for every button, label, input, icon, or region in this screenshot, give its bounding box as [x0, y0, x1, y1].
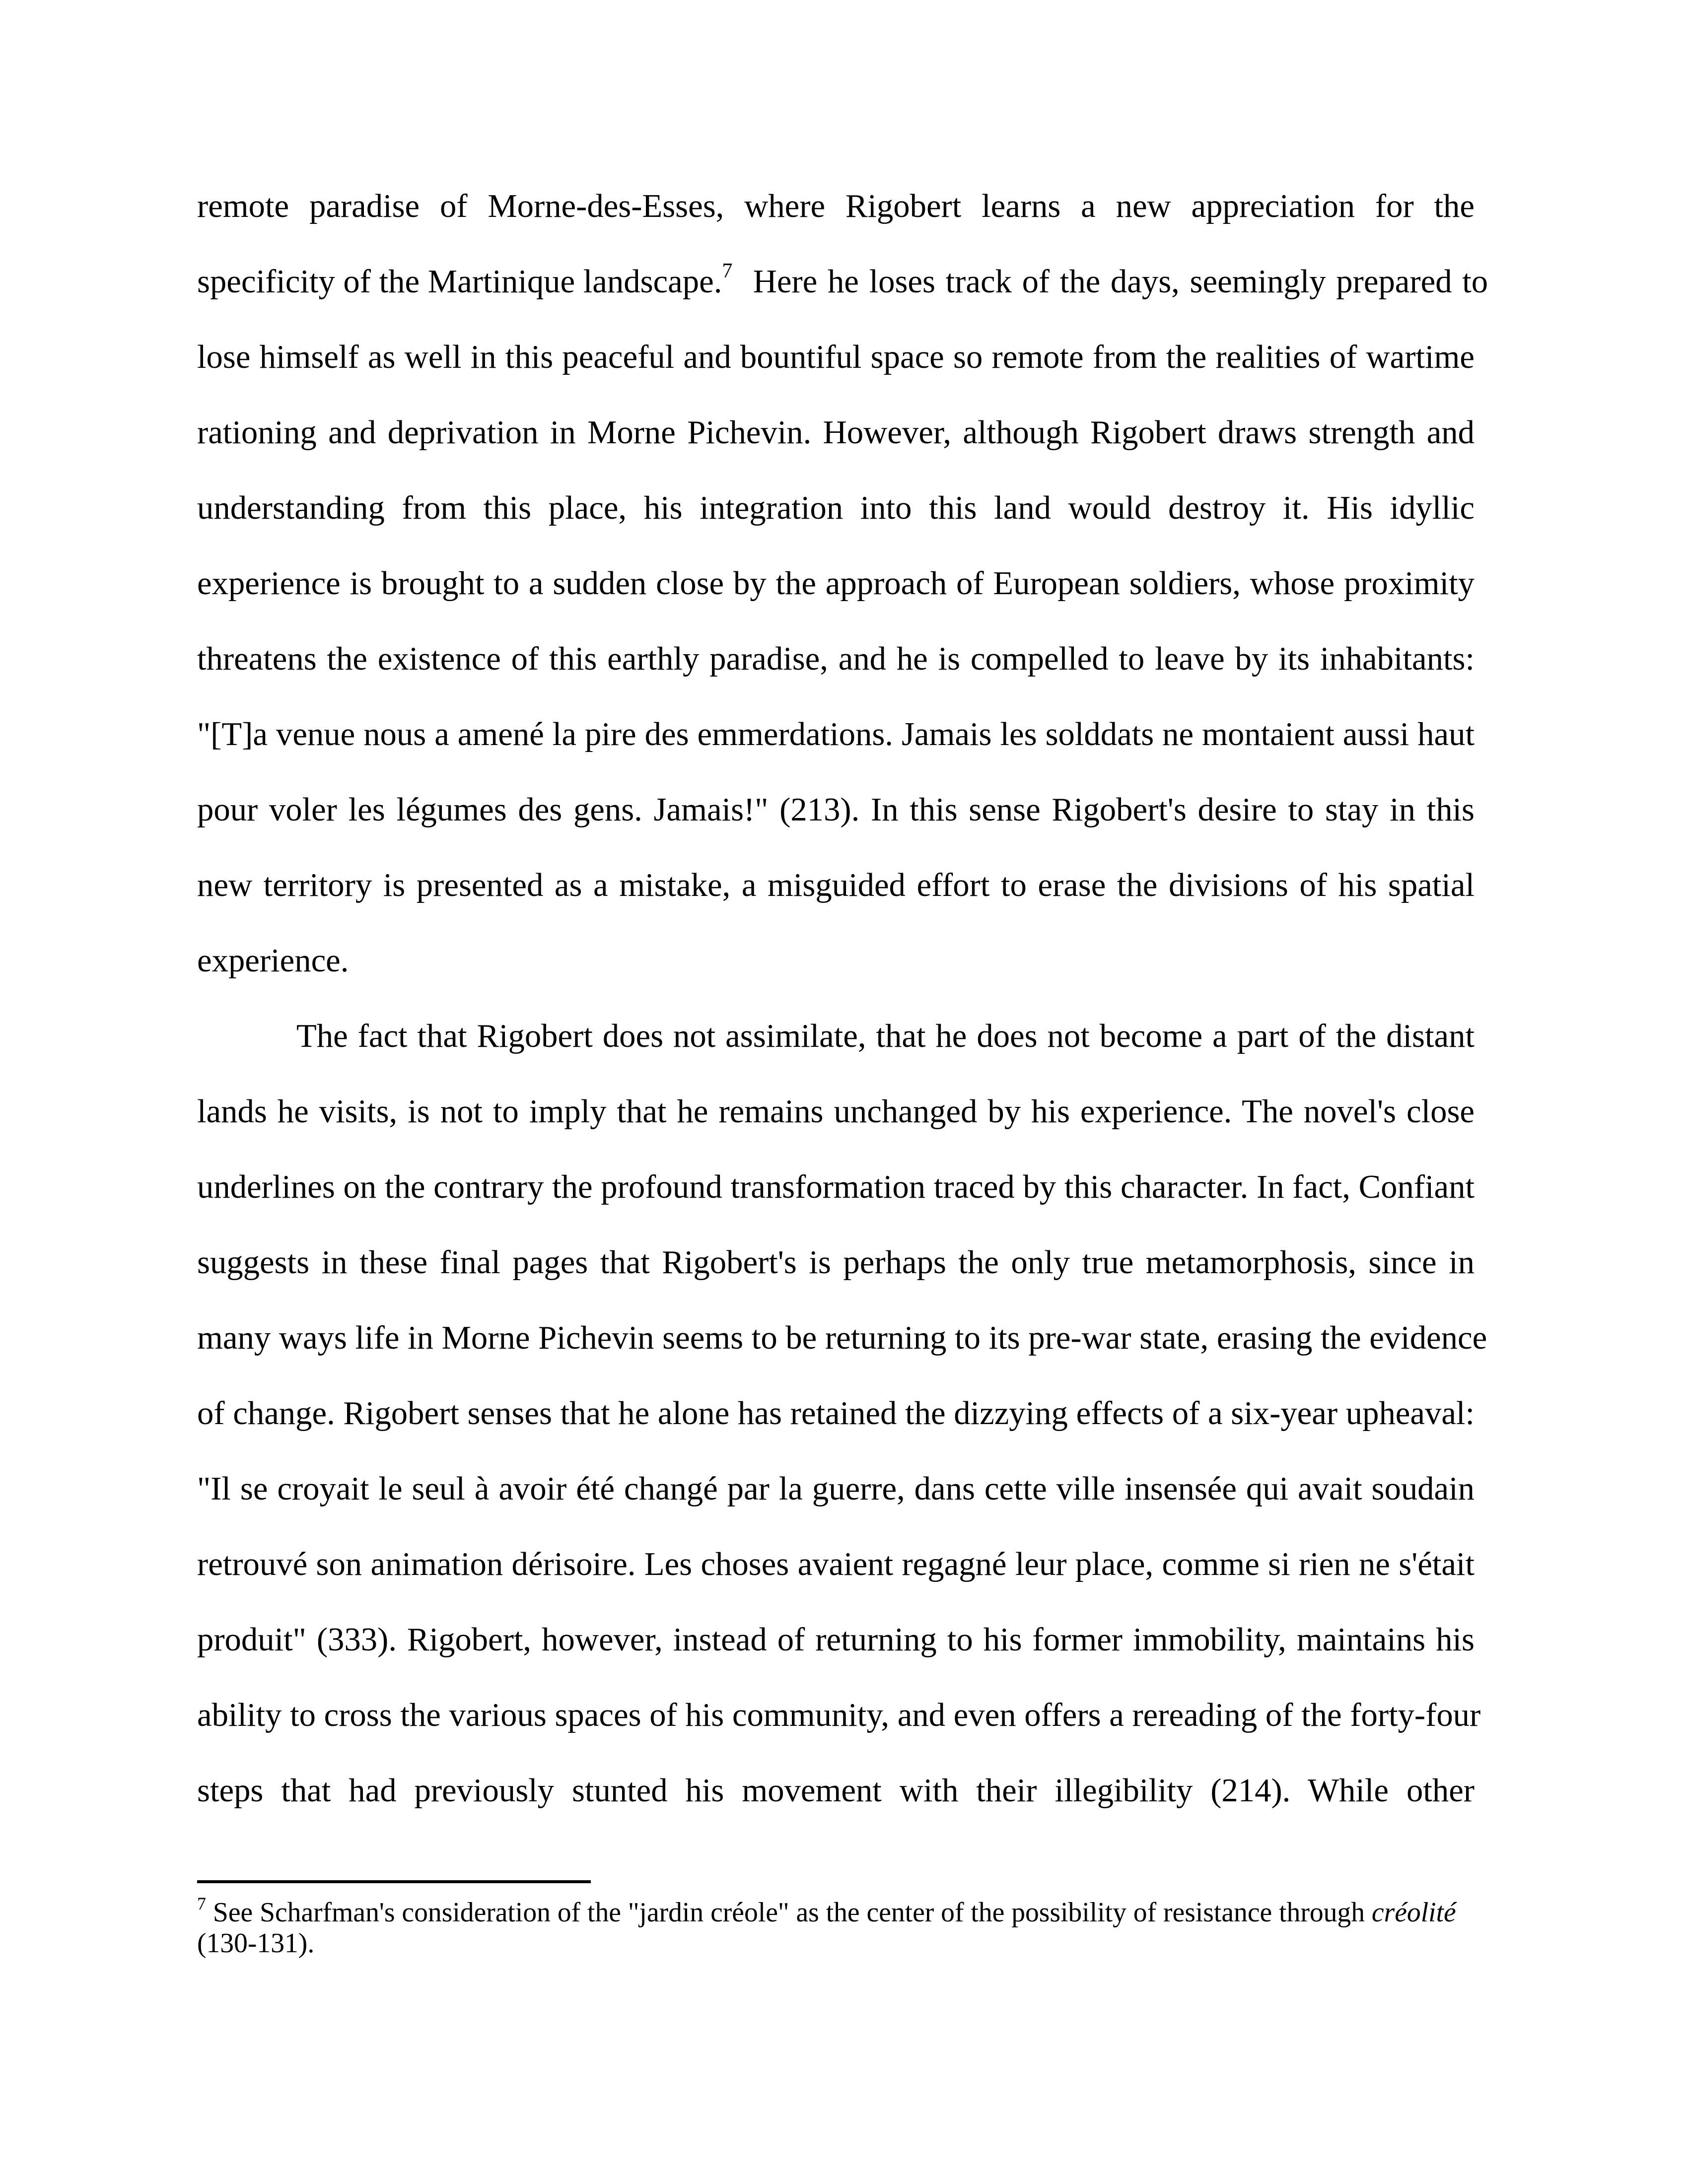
text-line: experience is brought to a sudden close by the approach of European soldiers, whose proximity	[197, 565, 1475, 602]
text-line: underlines on the contrary the profound transformation traced by this character. In fact, Confiant	[197, 1169, 1475, 1205]
footnote-marker: 7	[197, 1894, 206, 1913]
text-line: understanding from this place, his integration into this land would destroy it. His idyllic	[197, 490, 1475, 526]
text-line: lands he visits, is not to imply that he remains unchanged by his experience. The novel's close	[197, 1093, 1475, 1130]
footnote	[197, 1894, 1475, 1959]
text-line: many ways life in Morne Pichevin seems to be returning to its pre-war state, erasing the evidence	[197, 1320, 1487, 1356]
text-line: remote paradise of Morne-des-Esses, where Rigobert learns a new appreciation for the	[197, 188, 1475, 224]
text-line: The fact that Rigobert does not assimilate, that he does not become a part of the distant	[296, 1018, 1475, 1054]
text-line: suggests in these final pages that Rigobert's is perhaps the only true metamorphosis, since in	[197, 1244, 1475, 1281]
body-text	[197, 169, 1488, 1829]
text-line: pour voler les légumes des gens. Jamais!" (213). In this sense Rigobert's desire to stay in this	[197, 792, 1475, 828]
text-line: experience.	[197, 943, 349, 979]
footnote-ref[interactable]: 7	[722, 260, 733, 282]
footnote-italic: créolité	[1371, 1897, 1456, 1928]
text-line	[197, 244, 1488, 320]
text-line: new territory is presented as a mistake, a misguided effort to erase the divisions of his spatial	[197, 867, 1475, 903]
text-line: ability to cross the various spaces of his community, and even offers a rereading of the forty-four	[197, 1697, 1481, 1733]
text-line: lose himself as well in this peaceful and bountiful space so remote from the realities of wartime	[197, 339, 1475, 375]
text-line: produit" (333). Rigobert, however, instead of returning to his former immobility, maintains his	[197, 1622, 1475, 1658]
text-line: steps that had previously stunted his movement with their illegibility (214). While other	[197, 1773, 1475, 1809]
footnote-continuation: (130-131).	[197, 1928, 315, 1959]
text-line: of change. Rigobert senses that he alone has retained the dizzying effects of a six-year upheaval:	[197, 1395, 1475, 1432]
footnote-separator	[197, 1880, 591, 1883]
text-line: "Il se croyait le seul à avoir été changé par la guerre, dans cette ville insensée qui avait soudain	[197, 1471, 1475, 1507]
text-line: retrouvé son animation dérisoire. Les choses avaient regagné leur place, comme si rien ne s'était	[197, 1546, 1475, 1582]
text-span: specificity of the Martinique landscape.	[197, 264, 722, 300]
footnote-line	[197, 1894, 1475, 1928]
text-line: rationing and deprivation in Morne Pichevin. However, although Rigobert draws strength and	[197, 414, 1475, 451]
footnote-text: See Scharfman's consideration of the "jardin créole" as the center of the possibility of resistance through	[206, 1897, 1372, 1928]
text-span: Here he loses track of the days, seemingly prepared to	[732, 264, 1488, 300]
text-line: "[T]a venue nous a amené la pire des emmerdations. Jamais les solddats ne montaient aussi haut	[197, 716, 1475, 752]
text-line: threatens the existence of this earthly paradise, and he is compelled to leave by its inhabitants:	[197, 641, 1475, 677]
